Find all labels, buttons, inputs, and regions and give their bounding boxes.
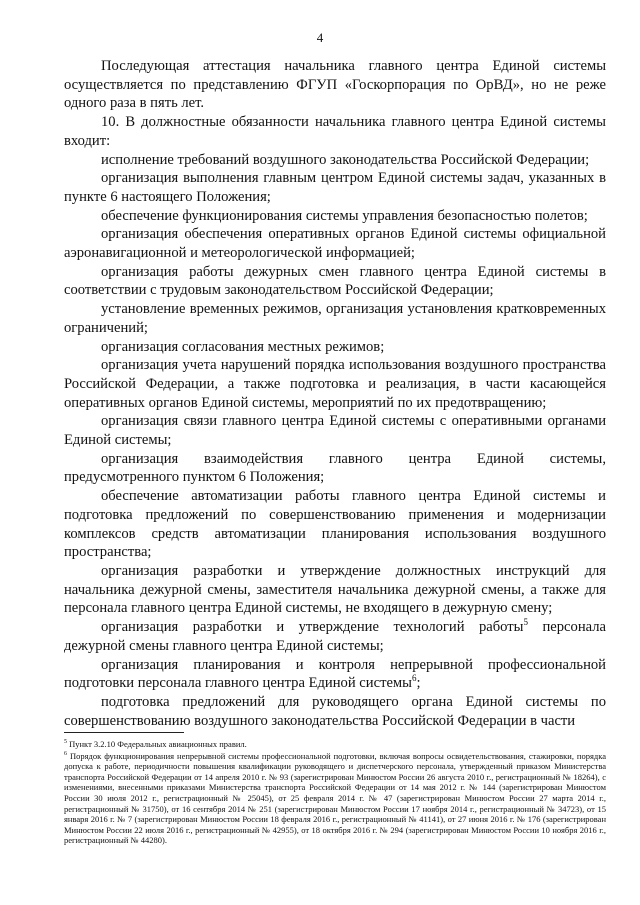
footnote	[64, 751, 606, 846]
footnote-text: Порядок функционирования непрерывной системы профессиональной подготовки, включая вопросы освидетельствования, стажировки, порядка допуска к работе, периодичности повышения квалификации руководящего и диспетчерского персонала, утвержденный приказом Министерства транспорта Российской Федерации от 14 апреля 2010 г. № 93 (зарегистрирован Минюстом России 26 августа 2010 г., регистрационный № 18264), с изменениями, внесенными приказами Министерства транспорта Российской Федерации от 14 мая 2012 г. № 144 (зарегистрирован Минюстом России 30 июля 2012 г., регистрационный № 25045), от 25 февраля 2014 г. № 47 (зарегистрирован Минюстом России 27 марта 2014 г., регистрационный № 31750), от 16 сентября 2014 № 251 (зарегистрирован Минюстом России 17 ноября 2014 г., регистрационный № 34723), от 15 января 2016 г. № 7 (зарегистрирован Минюстом России 18 февраля 2016 г., регистрационный № 41141), от 27 июня 2016 г. № 176 (зарегистрирован Минюстом России 22 июля 2016 г., регистрационный № 42955), от 18 октября 2016 г. № 294 (зарегистрирован Минюстом России 10 ноября 2016 г., регистрационный № 44280).	[64, 750, 606, 846]
paragraph-text: организация связи главного центра Единой системы с оперативными органами Единой системы;	[64, 413, 606, 449]
paragraph-text: организация взаимодействия главного центра Единой системы, предусмотренного пунктом 6 Положения;	[64, 450, 606, 486]
paragraph	[64, 169, 606, 206]
paragraph-text: организация работы дежурных смен главного центра Единой системы в соответствии с трудовым законодательством Российской Федерации;	[64, 263, 606, 299]
footnotes	[64, 739, 606, 846]
footnote-reference[interactable]: 5	[523, 617, 528, 628]
paragraph	[64, 656, 606, 693]
footnote-divider	[64, 732, 184, 733]
paragraph-text: организация выполнения главным центром Единой системы задач, указанных в пункте 6 настоящего Положения;	[64, 170, 606, 205]
paragraph	[64, 693, 606, 730]
footnote-mark: 6	[64, 750, 67, 757]
paragraph-text: 10. В должностные обязанности начальника главного центра Единой системы входит:	[64, 114, 606, 149]
paragraph	[64, 562, 606, 618]
paragraph	[64, 151, 606, 170]
paragraph-text: организация разработки и утверждение технологий работы	[101, 619, 524, 636]
paragraph	[64, 225, 606, 262]
paragraph	[64, 207, 606, 226]
paragraph-text: организация планирования и контроля непрерывной профессиональной подготовки персонала главного центра Единой системы	[64, 656, 606, 692]
paragraph	[64, 338, 606, 357]
paragraph-text: обеспечение автоматизации работы главного центра Единой системы и подготовка предложений по совершенствованию применения и модернизации комплексов средств автоматизации планирования использования воздушного пространства;	[64, 488, 606, 561]
paragraph-text-tail: персонала дежурной смены главного центра Единой системы;	[64, 619, 607, 654]
paragraph	[64, 618, 606, 655]
footnote-reference[interactable]: 6	[411, 673, 417, 684]
footnote	[64, 739, 606, 750]
paragraph-text: организация согласования местных режимов;	[101, 338, 385, 355]
footnote-text: Пункт 3.2.10 Федеральных авиационных правил.	[67, 739, 247, 749]
paragraph-text: подготовка предложений для руководящего органа Единой системы по совершенствованию воздушного законодательства Российской Федерации в части	[64, 693, 606, 729]
page-number: 4	[316, 30, 324, 45]
paragraph	[64, 450, 606, 487]
paragraph-text: организация разработки и утверждение должностных инструкций для начальника дежурной смены, заместителя начальника дежурной смены, а также для персонала главного центра Единой системы, не входящего в дежурную смену;	[64, 562, 606, 617]
body-text	[64, 57, 606, 730]
paragraph-text: установление временных режимов, организация установления кратковременных ограничений;	[64, 301, 606, 336]
footnote-mark: 5	[64, 739, 67, 746]
paragraph-text: организация учета нарушений порядка использования воздушного пространства Российской Федерации, а также подготовка и реализация, в части касающейся оперативных органов Единой системы, мероприятий по их предотвращению;	[64, 357, 606, 411]
paragraph-text-tail: ;	[416, 675, 421, 692]
paragraph-text: исполнение требований воздушного законодательства Российской Федерации;	[101, 151, 590, 168]
paragraph	[64, 412, 606, 449]
paragraph	[64, 300, 606, 337]
paragraph	[64, 487, 606, 562]
paragraph	[64, 113, 606, 150]
paragraph-text: организация обеспечения оперативных органов Единой системы официальной аэронавигационной и метеорологической информацией;	[64, 226, 606, 262]
paragraph	[64, 263, 606, 300]
paragraph	[64, 356, 606, 412]
paragraph-text: Последующая аттестация начальника главного центра Единой системы осуществляется по представлению ФГУП «Госкорпорация по ОрВД», но не реже одного раза в пять лет.	[64, 58, 606, 112]
paragraph	[64, 57, 606, 113]
paragraph-text: обеспечение функционирования системы управления безопасностью полетов;	[101, 207, 588, 224]
